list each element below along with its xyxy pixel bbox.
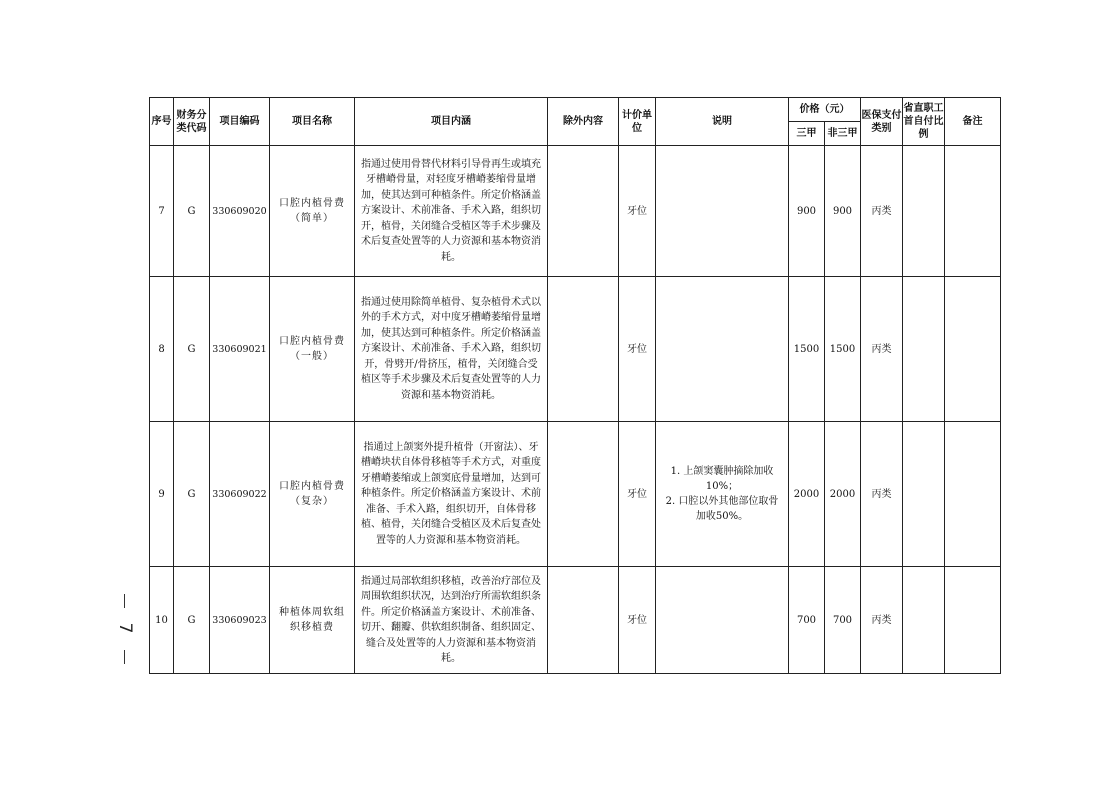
cell-note <box>656 146 789 277</box>
header-price-b: 非三甲 <box>825 122 861 146</box>
cell-content: 指通过局部软组织移植，改善治疗部位及周围软组织状况，达到治疗所需软组织条件。所定价格涵盖方案设计、术前准备、切开、翻瓣、供软组织制备、组织固定、缝合及处置等的人力资源和基本物资消耗。 <box>355 567 548 674</box>
cell-code: 330609021 <box>210 277 270 422</box>
note-line: 2. 口腔以外其他部位取骨加收50%。 <box>665 496 779 522</box>
note-line: 1. 上颌窦囊肿摘除加收10%； <box>670 466 774 492</box>
cell-note <box>656 422 789 567</box>
cell-fin: G <box>174 146 210 277</box>
cell-fin: G <box>174 567 210 674</box>
cell-excluded <box>548 146 619 277</box>
cell-self-pay <box>903 146 945 277</box>
table-row <box>150 422 1001 567</box>
cell-remark <box>945 567 1001 674</box>
page-number-marker <box>114 592 136 666</box>
cell-self-pay <box>903 277 945 422</box>
cell-price-a: 900 <box>789 146 825 277</box>
cell-insurance: 丙类 <box>861 567 903 674</box>
header-price-a: 三甲 <box>789 122 825 146</box>
header-item-code: 项目编码 <box>210 98 270 146</box>
header-excluded: 除外内容 <box>548 98 619 146</box>
cell-seq: 9 <box>150 422 174 567</box>
cell-price-a: 700 <box>789 567 825 674</box>
cell-excluded <box>548 277 619 422</box>
cell-price-b: 900 <box>825 146 861 277</box>
header-note: 说明 <box>656 98 789 146</box>
header-seq: 序号 <box>150 98 174 146</box>
cell-insurance: 丙类 <box>861 422 903 567</box>
cell-name: 口腔内植骨费（简单） <box>270 146 355 277</box>
table-row <box>150 146 1001 277</box>
header-remark: 备注 <box>945 98 1001 146</box>
header-insurance: 医保支付类别 <box>861 98 903 146</box>
cell-seq: 8 <box>150 277 174 422</box>
cell-content: 指通过上颌窦外提升植骨（开窗法）、牙槽嵴块状自体骨移植等手术方式，对重度牙槽嵴萎缩或上颌窦底骨量增加，达到可种植条件。所定价格涵盖方案设计、术前准备、手术入路，组织切开，自体骨移植、植骨，关闭缝合受植区及术后复查处置等的人力资源和基本物资消耗。 <box>355 422 548 567</box>
cell-unit: 牙位 <box>619 567 656 674</box>
cell-note <box>656 567 789 674</box>
cell-unit: 牙位 <box>619 146 656 277</box>
cell-excluded <box>548 422 619 567</box>
cell-price-a: 2000 <box>789 422 825 567</box>
cell-code: 330609022 <box>210 422 270 567</box>
cell-name: 种植体周软组织移植费 <box>270 567 355 674</box>
price-table <box>149 97 1001 674</box>
cell-self-pay <box>903 422 945 567</box>
header-content: 项目内涵 <box>355 98 548 146</box>
cell-remark <box>945 146 1001 277</box>
table-row <box>150 277 1001 422</box>
header-item-name: 项目名称 <box>270 98 355 146</box>
cell-name: 口腔内植骨费（一般） <box>270 277 355 422</box>
cell-price-a: 1500 <box>789 277 825 422</box>
page-dash-top <box>124 594 125 608</box>
cell-code: 330609023 <box>210 567 270 674</box>
cell-insurance: 丙类 <box>861 146 903 277</box>
table-row <box>150 567 1001 674</box>
cell-price-b: 2000 <box>825 422 861 567</box>
cell-name: 口腔内植骨费（复杂） <box>270 422 355 567</box>
cell-excluded <box>548 567 619 674</box>
cell-seq: 10 <box>150 567 174 674</box>
cell-fin: G <box>174 422 210 567</box>
page-number: 7 <box>115 622 135 634</box>
cell-seq: 7 <box>150 146 174 277</box>
cell-note <box>656 277 789 422</box>
cell-remark <box>945 422 1001 567</box>
cell-insurance: 丙类 <box>861 277 903 422</box>
cell-fin: G <box>174 277 210 422</box>
cell-remark <box>945 277 1001 422</box>
cell-price-b: 700 <box>825 567 861 674</box>
cell-code: 330609020 <box>210 146 270 277</box>
header-unit: 计价单位 <box>619 98 656 146</box>
cell-self-pay <box>903 567 945 674</box>
header-price: 价格（元） <box>789 98 861 122</box>
cell-unit: 牙位 <box>619 277 656 422</box>
cell-content: 指通过使用骨替代材料引导骨再生或填充牙槽嵴骨量，对轻度牙槽嵴萎缩骨量增加，使其达到可种植条件。所定价格涵盖方案设计、术前准备、手术入路，组织切开，植骨，关闭缝合受植区等手术步骤及术后复查处置等的人力资源和基本物资消耗。 <box>355 146 548 277</box>
page-dash-bottom <box>124 650 125 664</box>
cell-content: 指通过使用除简单植骨、复杂植骨术式以外的手术方式，对中度牙槽嵴萎缩骨量增加，使其达到可种植条件。所定价格涵盖方案设计、术前准备、手术入路，组织切开，骨劈开/骨挤压，植骨，关闭缝合受植区等手术步骤及术后复查处置等的人力资源和基本物资消耗。 <box>355 277 548 422</box>
cell-price-b: 1500 <box>825 277 861 422</box>
cell-unit: 牙位 <box>619 422 656 567</box>
header-self-pay: 省直职工首自付比例 <box>903 98 945 146</box>
header-fin-code: 财务分类代码 <box>174 98 210 146</box>
